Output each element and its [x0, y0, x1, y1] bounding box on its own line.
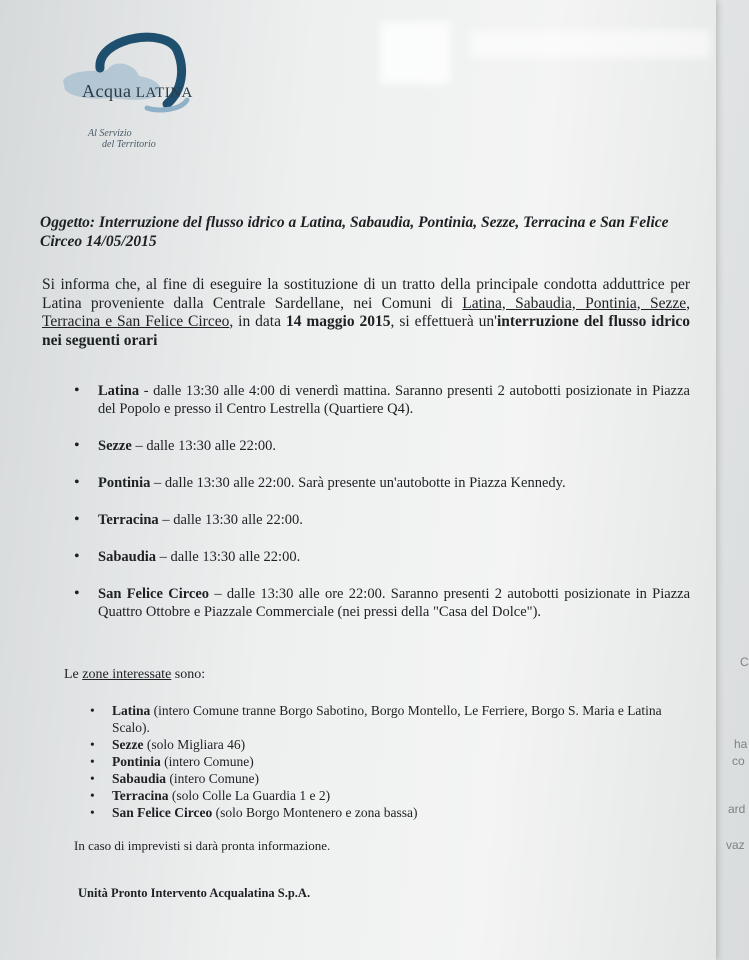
- bleed-text: vaz: [726, 838, 745, 852]
- glare: [380, 22, 450, 84]
- zone-item: • Pontinia (intero Comune): [88, 753, 663, 770]
- schedule-item: • San Felice Circeo – dalle 13:30 alle ore 22:00. Saranno presenti 2 autobotti posizionate in Piazza Quattro Ottobre e Piazzale Commerciale (nei pressi della "Casa del Dolce").: [70, 585, 690, 621]
- intro-paragraph: Si informa che, al fine di eseguire la sostituzione di un tratto della principale condotta adduttrice per Latina proveniente dalla Centrale Sardellane, nei Comuni di Latina, Sabaudia, Pontinia, Sezze, Terracina e San Felice Circeo, in data 14 maggio 2015, si effettuerà un'interruzione del flusso idrico nei seguenti orari: [42, 276, 691, 349]
- zone-item: • Sezze (solo Migliara 46): [88, 736, 663, 753]
- schedule-item: • Pontinia – dalle 13:30 alle 22:00. Sarà presente un'autobotte in Piazza Kennedy.: [70, 474, 690, 492]
- zone-item: • Terracina (solo Colle La Guardia 1 e 2): [88, 787, 663, 804]
- bleed-text: ha: [734, 737, 748, 751]
- schedule-item: • Sezze – dalle 13:30 alle 22:00.: [70, 437, 690, 455]
- zone-item: • Latina (intero Comune tranne Borgo Sabotino, Borgo Montello, Le Ferriere, Borgo S. Maria e Latina Scalo).: [88, 702, 663, 736]
- bleed-text: C: [740, 655, 749, 669]
- signature: Unità Pronto Intervento Acqualatina S.p.A.: [78, 886, 311, 900]
- zone-item: • Sabaudia (intero Comune): [88, 770, 663, 787]
- glare: [470, 30, 710, 58]
- info-note: In caso di imprevisti si darà pronta informazione.: [74, 838, 331, 853]
- zones-list: [88, 702, 663, 821]
- bleed-text: co: [732, 754, 745, 768]
- logo-brand-text: Acqua LATINA: [82, 81, 193, 101]
- logo-tagline: Al Servizio del Territorio: [88, 128, 156, 150]
- subject-line: Oggetto: Interruzione del flusso idrico a Latina, Sabaudia, Pontinia, Sezze, Terracina e San Felice Circeo 14/05/2015: [40, 214, 669, 250]
- schedule-list: [70, 382, 690, 640]
- schedule-item: • Sabaudia – dalle 13:30 alle 22:00.: [70, 548, 690, 566]
- schedule-item: • Latina - dalle 13:30 alle 4:00 di venerdì mattina. Saranno presenti 2 autobotti posizionate in Piazza del Popolo e presso il Centro Lestrella (Quartiere Q4).: [70, 382, 690, 418]
- zones-heading: Le zone interessate sono:: [64, 667, 206, 682]
- bleed-text: ard: [728, 802, 746, 816]
- zone-item: • San Felice Circeo (solo Borgo Montenero e zona bassa): [88, 804, 663, 821]
- schedule-item: • Terracina – dalle 13:30 alle 22:00.: [70, 511, 690, 529]
